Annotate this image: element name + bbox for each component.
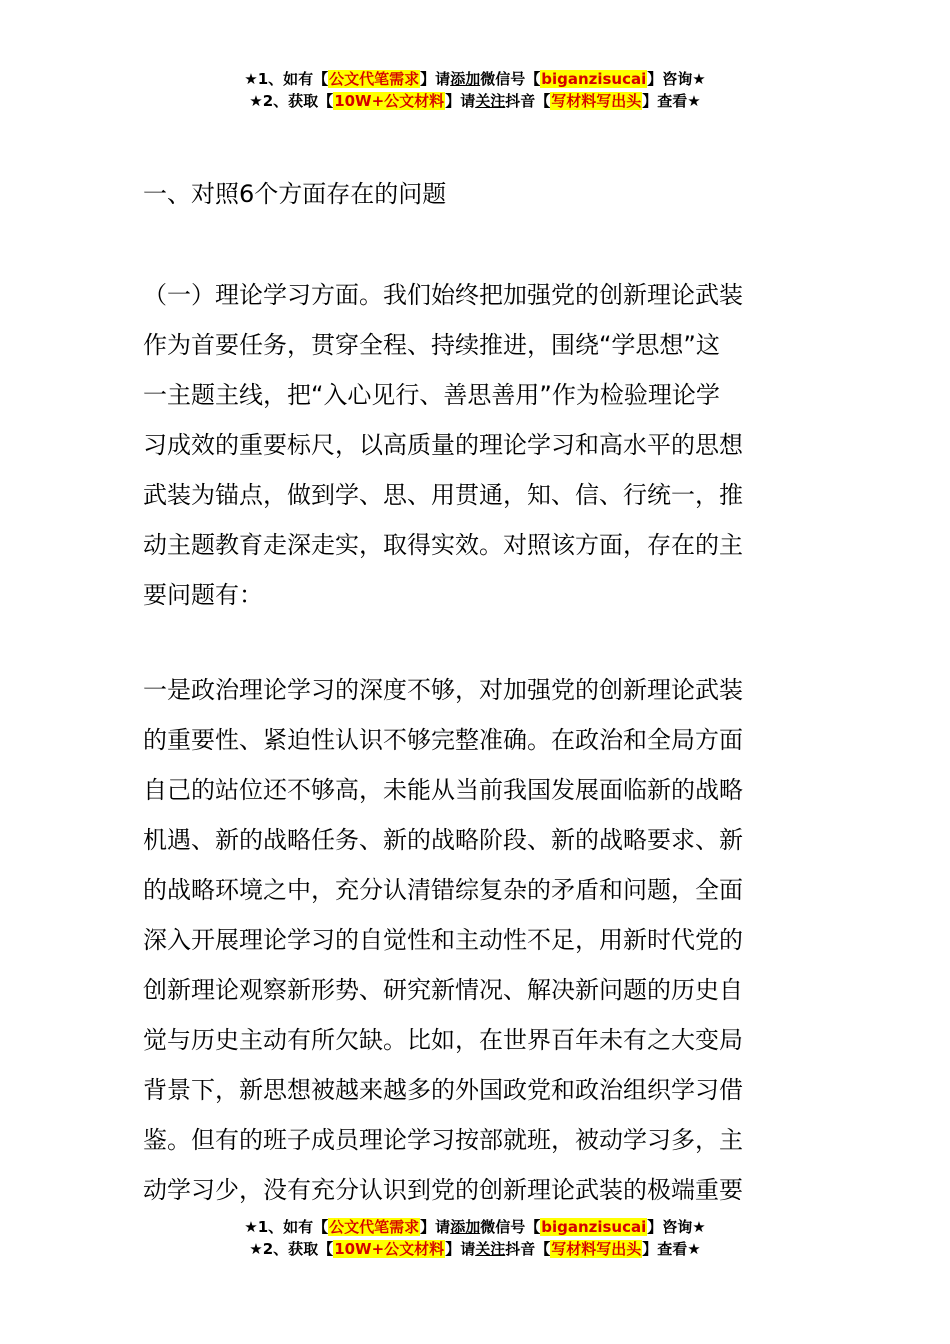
banner-highlight: 公文代笔需求 bbox=[329, 70, 420, 88]
paragraph-line: 作为首要任务，贯穿全程、持续推进，围绕“学思想”这 bbox=[143, 331, 720, 359]
banner-underlined-text: 关注 bbox=[475, 92, 506, 110]
banner-wechat-id: biganzisucai bbox=[541, 70, 647, 88]
banner-underlined-text: 添加 bbox=[450, 70, 481, 88]
banner-text: 微信号【 bbox=[480, 1218, 541, 1236]
banner-text: 抖音【 bbox=[505, 1240, 551, 1258]
banner-text: 】查看★ bbox=[642, 1240, 701, 1258]
paragraph-line: 武装为锚点，做到学、思、用贯通，知、信、行统一，推 bbox=[143, 481, 743, 509]
banner-underlined-text: 关注 bbox=[475, 1240, 506, 1258]
paragraph-problem-one bbox=[143, 665, 809, 1215]
footer-banner bbox=[0, 1216, 950, 1260]
paragraph-line: 机遇、新的战略任务、新的战略阶段、新的战略要求、新 bbox=[143, 826, 743, 854]
paragraph-line: 的战略环境之中，充分认清错综复杂的矛盾和问题，全面 bbox=[143, 876, 743, 904]
paragraph-line: 要问题有： bbox=[143, 581, 263, 609]
banner-text: ★2、获取【 bbox=[249, 92, 334, 110]
paragraph-line: 动学习少，没有充分认识到党的创新理论武装的极端重要 bbox=[143, 1176, 743, 1204]
paragraph-line: （一）理论学习方面。我们始终把加强党的创新理论武装 bbox=[143, 281, 743, 309]
banner-line-2 bbox=[0, 90, 950, 112]
paragraph-line: 背景下，新思想被越来越多的外国政党和政治组织学习借 bbox=[143, 1076, 743, 1104]
banner-douyin-id: 写材料写出头 bbox=[551, 92, 642, 110]
banner-underlined-text: 添加 bbox=[450, 1218, 481, 1236]
banner-text: 】请 bbox=[420, 70, 451, 88]
section-heading: 一、对照6个方面存在的问题 bbox=[143, 180, 447, 208]
banner-text: ★1、如有【 bbox=[244, 70, 329, 88]
banner-line-1 bbox=[0, 68, 950, 90]
paragraph-line: 自己的站位还不够高，未能从当前我国发展面临新的战略 bbox=[143, 776, 743, 804]
banner-text: 微信号【 bbox=[480, 70, 541, 88]
paragraph-line: 创新理论观察新形势、研究新情况、解决新问题的历史自 bbox=[143, 976, 743, 1004]
paragraph-line: 动主题教育走深走实，取得实效。对照该方面，存在的主 bbox=[143, 531, 743, 559]
banner-douyin-id: 写材料写出头 bbox=[551, 1240, 642, 1258]
banner-text: 】咨询★ bbox=[647, 1218, 706, 1236]
paragraph-line: 一是政治理论学习的深度不够，对加强党的创新理论武装 bbox=[143, 676, 743, 704]
banner-text: 】请 bbox=[445, 1240, 476, 1258]
banner-line-1 bbox=[0, 1216, 950, 1238]
paragraph-line: 的重要性、紧迫性认识不够完整准确。在政治和全局方面 bbox=[143, 726, 743, 754]
paragraph-line: 习成效的重要标尺，以高质量的理论学习和高水平的思想 bbox=[143, 431, 743, 459]
banner-text: 抖音【 bbox=[505, 92, 551, 110]
banner-text: 】请 bbox=[420, 1218, 451, 1236]
banner-highlight: 公文代笔需求 bbox=[329, 1218, 420, 1236]
paragraph-line: 深入开展理论学习的自觉性和主动性不足，用新时代党的 bbox=[143, 926, 743, 954]
banner-text: ★2、获取【 bbox=[249, 1240, 334, 1258]
paragraph-theory-study bbox=[143, 270, 809, 620]
paragraph-line: 觉与历史主动有所欠缺。比如，在世界百年未有之大变局 bbox=[143, 1026, 743, 1054]
banner-text: 】请 bbox=[445, 92, 476, 110]
paragraph-line: 鉴。但有的班子成员理论学习按部就班，被动学习多，主 bbox=[143, 1126, 743, 1154]
header-banner bbox=[0, 68, 950, 112]
banner-text: ★1、如有【 bbox=[244, 1218, 329, 1236]
banner-text: 】咨询★ bbox=[647, 70, 706, 88]
banner-highlight: 10W+公文材料 bbox=[334, 92, 445, 110]
paragraph-line: 一主题主线，把“入心见行、善思善用”作为检验理论学 bbox=[143, 381, 720, 409]
banner-line-2 bbox=[0, 1238, 950, 1260]
banner-wechat-id: biganzisucai bbox=[541, 1218, 647, 1236]
banner-text: 】查看★ bbox=[642, 92, 701, 110]
banner-highlight: 10W+公文材料 bbox=[334, 1240, 445, 1258]
